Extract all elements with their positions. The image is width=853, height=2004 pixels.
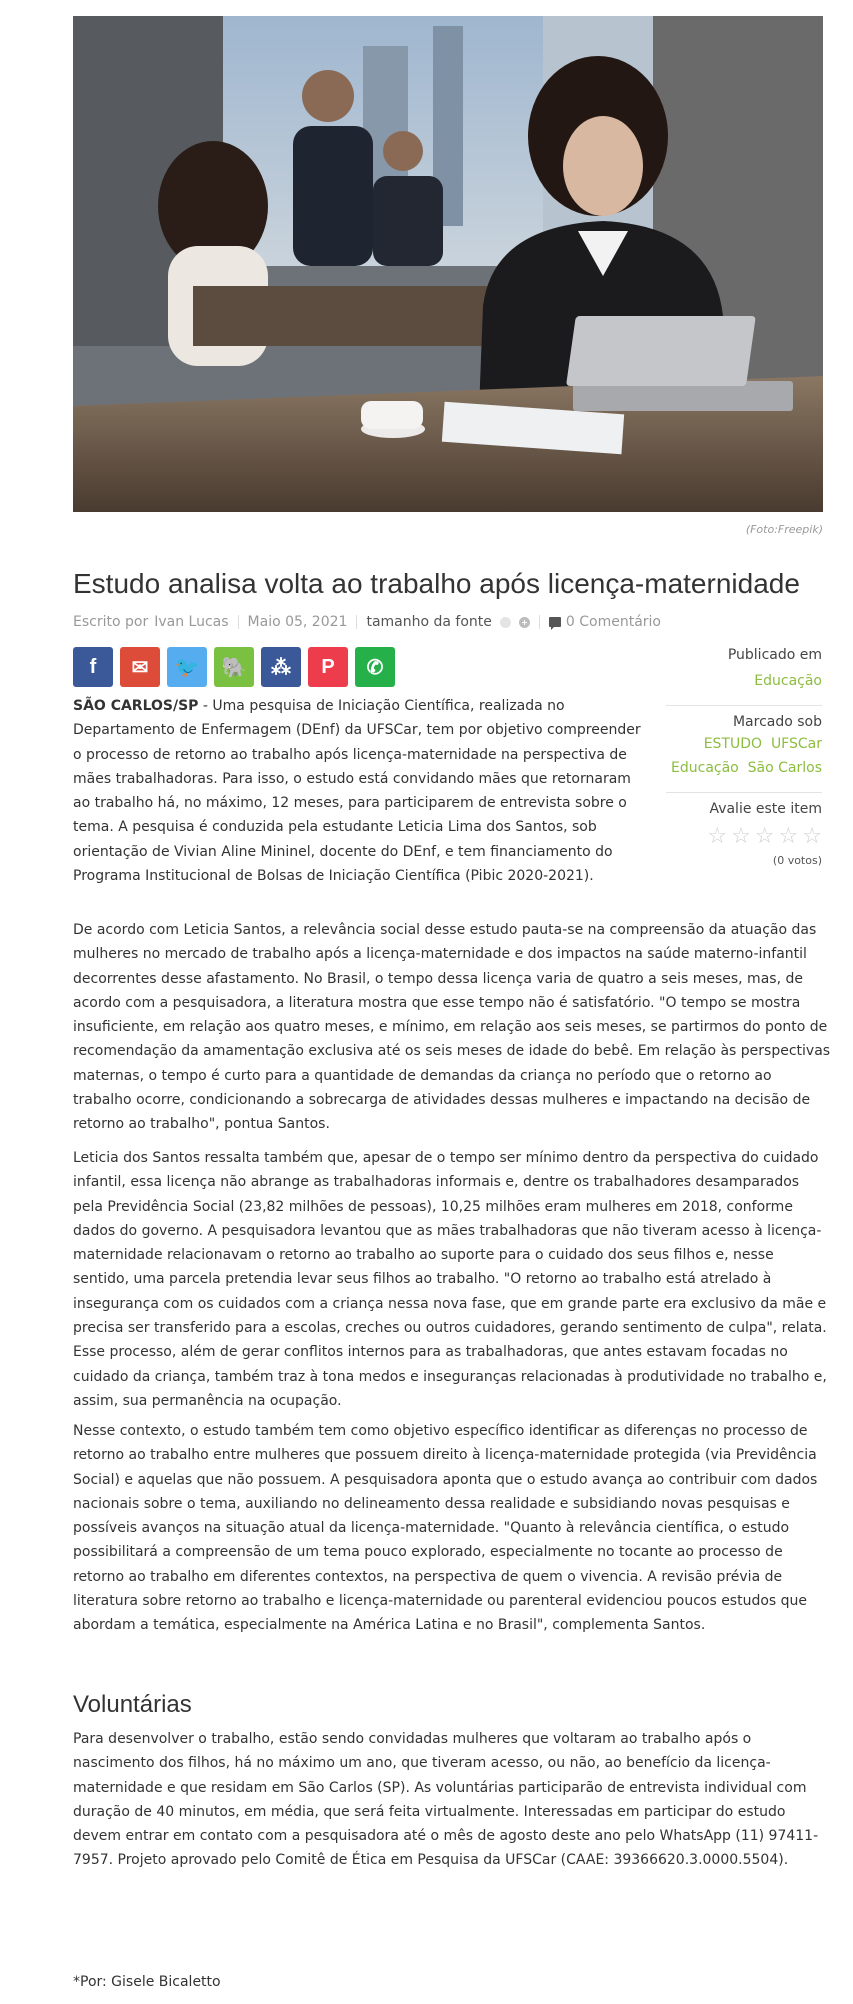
font-size-label: tamanho da fonte — [366, 614, 492, 630]
myspace-share-button[interactable] — [261, 647, 301, 687]
whatsapp-share-button[interactable] — [355, 647, 395, 687]
article-paragraph: Para desenvolver o trabalho, estão sendo convidadas mulheres que voltaram ao trabalho após o nascimento dos filhos, há no máximo um ano, que tiveram acesso, ou não, ao benefício da licença-maternidade e que residam em São Carlos (SP). As voluntárias participarão de entrevista individual com duração de 40 minutos, em média, que será feita virtualmente. Interessadas em participar do estudo devem entrar em contato com a pesquisadora até o mês de agosto deste ano pelo WhatsApp (11) 97411-7957. Projeto aprovado pelo Comitê de Ética em Pesquisa da UFSCar (CAAE: 39366620.3.0000.5504). — [73, 1731, 819, 1869]
tag-link-educacao[interactable]: Educação — [671, 760, 739, 776]
article-paragraph: Leticia dos Santos ressalta também que, apesar de o tempo ser mínimo dentro da perspectiva do cuidado infantil, essa licença não abrange as trabalhadoras informais e, dentre os trabalhadores desamparados pela Previdência Social (23,82 milhões de pessoas), 10,25 milhões eram mulheres em 2018, conforme dados do governo. A pesquisadora levantou que as mães trabalhadoras que não tiveram acesso à licença-maternidade relacionavam o retorno ao trabalho ao suporte para o cuidado dos seus filhos e, nesse sentido, uma parcela pretendia levar seus filhos ao trabalho. "O retorno ao trabalho está atrelado à insegurança com os cuidados com a criança nessa nova fase, que em grande parte era exclusivo da mãe e precisa ser transferido para a escolas, creches ou outros cuidadores, gerando sentimento de culpa", relata. Esse processo, além de gerar conflitos internos para as trabalhadoras, que antes estavam focadas no cuidado da criança, também traz à tona medos e inseguranças relacionadas à produtividade no trabalho e, assim, sua permanência na ocupação. — [73, 1150, 827, 1409]
article-byline: *Por: Gisele Bicaletto — [73, 1974, 221, 1990]
facebook-icon: f — [89, 655, 97, 678]
email-icon: ✉ — [131, 656, 149, 679]
article-image — [73, 16, 823, 512]
star-icon[interactable]: ☆ — [707, 824, 728, 849]
email-share-button[interactable] — [120, 647, 160, 687]
article-paragraph — [73, 694, 643, 888]
meta-divider — [356, 615, 357, 629]
meta-divider — [238, 615, 239, 629]
rating-stars — [666, 826, 822, 848]
category-link[interactable]: Educação — [754, 673, 822, 689]
tag-link-estudo[interactable]: ESTUDO — [703, 736, 763, 752]
evernote-share-button[interactable] — [214, 647, 254, 687]
star-icon[interactable]: ☆ — [778, 824, 799, 849]
rate-label: Avalie este item — [709, 801, 822, 817]
tag-link-sao-carlos[interactable]: São Carlos — [747, 760, 822, 776]
comment-icon — [549, 617, 561, 627]
office-photo — [73, 16, 823, 512]
facebook-share-button[interactable] — [73, 647, 113, 687]
twitter-icon: 🐦 — [174, 656, 200, 679]
tag-link-ufscar[interactable]: UFSCar — [770, 736, 822, 752]
image-caption: (Foto:Freepik) — [745, 523, 823, 536]
whatsapp-icon: ✆ — [366, 656, 384, 679]
vote-count: (0 votos) — [772, 854, 822, 867]
meta-divider — [539, 615, 540, 629]
share-buttons — [73, 647, 402, 687]
published-label: Publicado em — [727, 647, 822, 663]
comment-count-link[interactable]: 0 Comentário — [565, 614, 661, 630]
publish-date: Maio 05, 2021 — [247, 614, 348, 630]
article-title: Estudo analisa volta ao trabalho após licença-maternidade — [73, 568, 800, 599]
star-icon[interactable]: ☆ — [754, 824, 775, 849]
section-heading: Voluntárias — [73, 1691, 192, 1718]
dateline: SÃO CARLOS/SP — [73, 698, 199, 714]
evernote-icon: 🐘 — [221, 656, 247, 679]
star-icon[interactable]: ☆ — [802, 824, 822, 849]
tagged-label: Marcado sob — [732, 714, 822, 730]
paragraph-text: - Uma pesquisa de Iniciação Científica, realizada no Departamento de Enfermagem (DEnf) da UFSCar, tem por objetivo compreender o processo de retorno ao trabalho após licença-maternidade na perspectiva de mães trabalhadoras. Para isso, o estudo está convidando mães que retornaram ao trabalho há, no máximo, 12 meses, para participarem de entrevista sobre o tema. A pesquisa é conduzida pela estudante Leticia Lima dos Santos, sob orientação de Vivian Aline Mininel, docente do DEnf, e tem financiamento do Programa Institucional de Bolsas de Iniciação Científica (Pibic 2020-2021). — [73, 698, 641, 885]
increase-font-icon[interactable] — [519, 617, 530, 628]
written-by-label: Escrito por — [73, 614, 149, 630]
article-meta — [73, 612, 661, 632]
author-name: Ivan Lucas — [154, 614, 229, 630]
sidebar-divider — [666, 792, 822, 793]
article-paragraph: De acordo com Leticia Santos, a relevância social desse estudo pauta-se na compreensão da atuação das mulheres no mercado de trabalho após a licença-maternidade e dos impactos na saúde materno-infantil decorrentes desse afastamento. No Brasil, o tempo dessa licença varia de quatro a seis meses, mas, de acordo com a pesquisadora, a literatura mostra que esse tempo não é satisfatório. "O tempo se mostra insuficiente, em relação aos quatro meses, e mínimo, em relação aos seis meses, se partirmos do ponto de recomendação da amamentação exclusiva até os seis meses de idade do bebê. Em relação às perspectivas maternas, o tempo é curto para a quantidade de demandas da criança no período que o retorno ao trabalho ocorre, condicionando a sobrecarga de atividades dessas mulheres e impactando na decisão de retorno ao trabalho", pontua Santos. — [73, 922, 831, 1133]
article-paragraph: Nesse contexto, o estudo também tem como objetivo específico identificar as diferenças no processo de retorno ao trabalho entre mulheres que possuem direito à licença-maternidade protegida (via Previdência Social) e aquelas que não possuem. A pesquisadora aponta que o estudo avança ao contribuir com dados nacionais sobre o tema, auxiliando no delineamento dessa realidade e subsidiando novas pesquisas e possíveis avanços na situação atual da licença-maternidade. "Quanto à relevância científica, o estudo possibilitará a compreensão de um tema pouco explorado, especialmente no tocante ao processo de retorno ao trabalho em diferentes contextos, na perspectiva de quem o vivencia. A revisão prévia de literatura sobre retorno ao trabalho e licença-maternidade ou parenteral evidenciou poucos estudos que abordam a temática, especialmente na América Latina e no Brasil", complementa Santos. — [73, 1423, 818, 1634]
pinterest-share-button[interactable] — [308, 647, 348, 687]
star-icon[interactable]: ☆ — [731, 824, 751, 849]
pinterest-icon: P — [321, 655, 335, 678]
decrease-font-icon[interactable] — [500, 617, 511, 628]
twitter-share-button[interactable] — [167, 647, 207, 687]
sidebar-divider — [666, 705, 822, 706]
article-info-sidebar — [666, 647, 822, 867]
myspace-icon: ⁂ — [271, 656, 291, 679]
